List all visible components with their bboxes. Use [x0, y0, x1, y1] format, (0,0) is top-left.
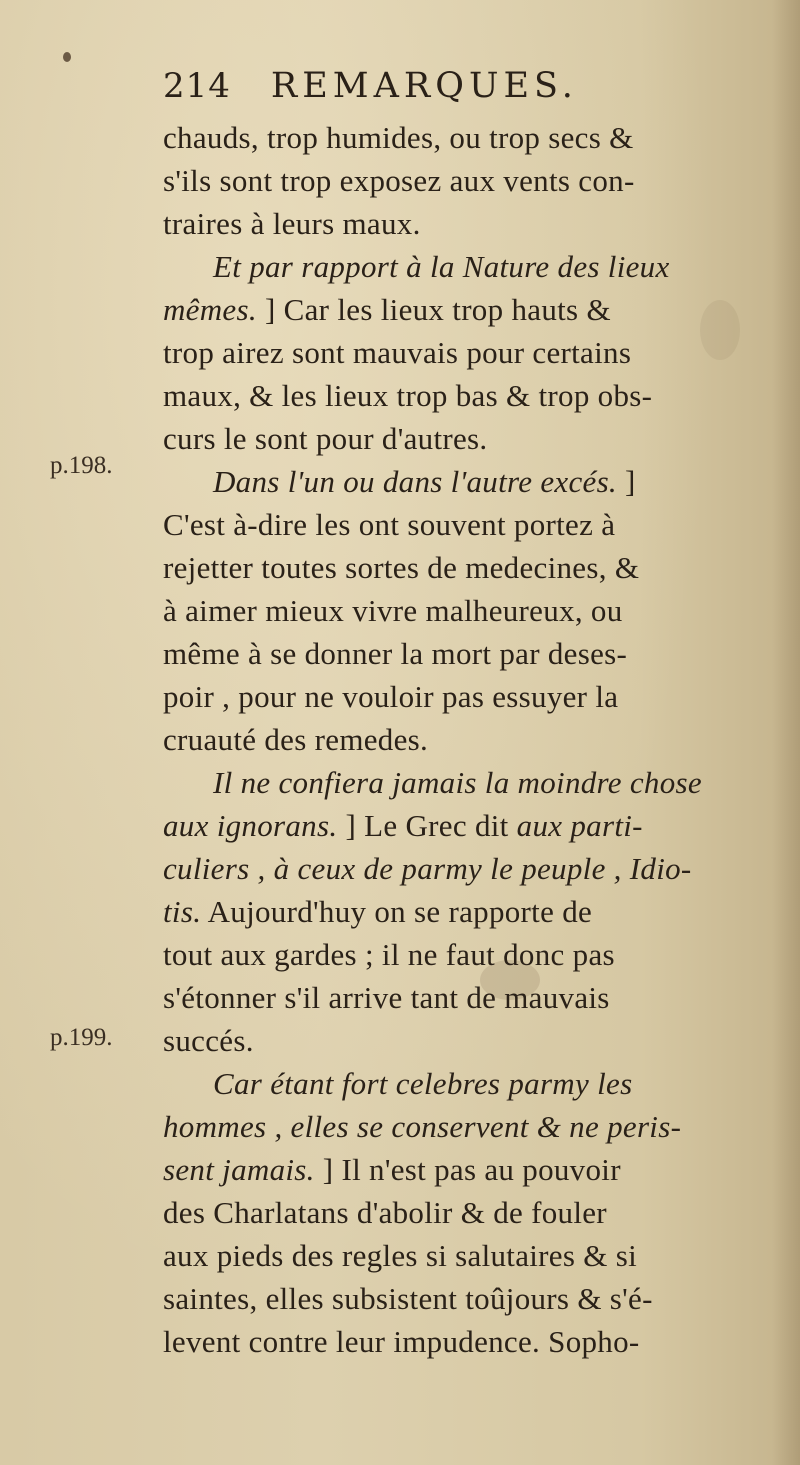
italic-text: Dans l'un ou dans l'autre excés.	[213, 464, 617, 499]
italic-text: sent jamais.	[163, 1152, 315, 1187]
text-line	[163, 331, 763, 374]
roman-text: traires à leurs maux.	[163, 206, 421, 241]
roman-text: trop airez sont mauvais pour certains	[163, 335, 632, 370]
roman-text: ]	[617, 464, 636, 499]
italic-text: culiers , à ceux de parmy le peuple , Idio-	[163, 851, 692, 886]
roman-text: Aujourd'huy on se rapporte de	[201, 894, 593, 929]
roman-text: s'étonner s'il arrive tant de mauvais	[163, 980, 610, 1015]
text-line	[163, 460, 763, 503]
roman-text: tout aux gardes ; il ne faut donc pas	[163, 937, 615, 972]
roman-text: C'est à-dire les ont souvent portez à	[163, 507, 616, 542]
text-line	[163, 675, 763, 718]
text-line	[163, 761, 763, 804]
roman-text: même à se donner la mort par deses-	[163, 636, 628, 671]
text-line	[163, 374, 763, 417]
text-line	[163, 159, 763, 202]
running-title: REMARQUES.	[270, 66, 578, 106]
text-line	[163, 1234, 763, 1277]
roman-text: aux pieds des regles si salutaires & si	[163, 1238, 638, 1273]
text-line	[163, 1105, 763, 1148]
text-line	[163, 503, 763, 546]
italic-text: aux parti-	[516, 808, 643, 843]
roman-text: ] Le Grec dit	[337, 808, 517, 843]
ink-blot	[63, 52, 71, 62]
italic-text: hommes , elles se conservent & ne peris-	[163, 1109, 682, 1144]
text-line	[163, 589, 763, 632]
text-line	[163, 804, 763, 847]
text-line	[163, 417, 763, 460]
roman-text: cruauté des remedes.	[163, 722, 429, 757]
italic-text: Et par rapport à la Nature des lieux	[213, 249, 670, 284]
text-line	[163, 847, 763, 890]
roman-text: poir , pour ne vouloir pas essuyer la	[163, 679, 619, 714]
roman-text: rejetter toutes sortes de medecines, &	[163, 550, 640, 585]
text-line	[163, 245, 763, 288]
italic-text: mêmes.	[163, 292, 257, 327]
text-block	[163, 66, 763, 1363]
text-line	[163, 1191, 763, 1234]
roman-text: ] Car les lieux trop hauts &	[256, 292, 611, 327]
roman-text: s'ils sont trop exposez aux vents con-	[163, 163, 635, 198]
roman-text: succés.	[163, 1023, 254, 1058]
page-number: 214	[163, 66, 231, 106]
page-edge-shadow	[772, 0, 800, 1465]
text-line	[163, 1320, 763, 1363]
text-line	[163, 718, 763, 761]
text-line	[163, 1019, 763, 1062]
text-line	[163, 1148, 763, 1191]
roman-text: des Charlatans d'abolir & de fouler	[163, 1195, 607, 1230]
roman-text: levent contre leur impudence. Sopho-	[163, 1324, 640, 1359]
roman-text: à aimer mieux vivre malheureux, ou	[163, 593, 623, 628]
roman-text: chauds, trop humides, ou trop secs &	[163, 120, 634, 155]
body-text	[163, 116, 763, 1363]
page-header	[163, 66, 763, 116]
text-line	[163, 288, 763, 331]
text-line	[163, 632, 763, 675]
text-line	[163, 202, 763, 245]
roman-text: ] Il n'est pas au pouvoir	[314, 1152, 621, 1187]
text-line	[163, 933, 763, 976]
italic-text: aux ignorans.	[163, 808, 338, 843]
text-line	[163, 976, 763, 1019]
text-line	[163, 890, 763, 933]
roman-text: curs le sont pour d'autres.	[163, 421, 488, 456]
italic-text: tis.	[163, 894, 202, 929]
text-line	[163, 1062, 763, 1105]
text-line	[163, 116, 763, 159]
text-line	[163, 1277, 763, 1320]
italic-text: Car étant fort celebres parmy les	[213, 1066, 633, 1101]
text-line	[163, 546, 763, 589]
margin-note-p199: p.199.	[50, 1024, 113, 1051]
roman-text: saintes, elles subsistent toûjours & s'é-	[163, 1281, 653, 1316]
italic-text: Il ne confiera jamais la moindre chose	[213, 765, 702, 800]
margin-note-p198: p.198.	[50, 452, 113, 479]
roman-text: maux, & les lieux trop bas & trop obs-	[163, 378, 653, 413]
